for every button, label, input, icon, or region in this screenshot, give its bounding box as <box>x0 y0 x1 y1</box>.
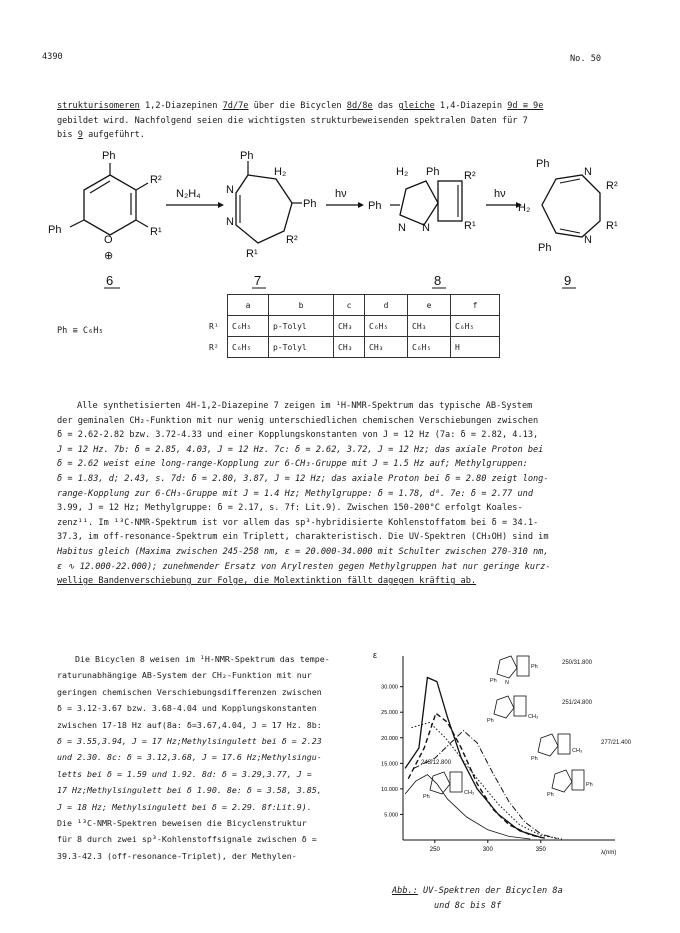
text-line: δ = 2.62 weist eine long-range-Kopplung zur 6-CH₃-Gruppe mit J = 1.5 Hz auf; Methylgruppen: <box>57 459 528 470</box>
chart-series <box>405 678 562 840</box>
table-header: a <box>228 295 269 316</box>
text-line: range-Kopplung zur 6-CH₃-Gruppe mit J = 1.4 Hz; Methylgruppe: δ = 1.78, d⁸. 7e: δ = 2.77 und <box>57 488 533 499</box>
c9-n1: N <box>584 166 592 178</box>
paragraph-bicyclen-nmr <box>57 651 377 864</box>
series-line-1 <box>405 678 541 838</box>
text-line: wellige Bandenverschiebung zur Folge, die Molextinktion fällt dagegen kräftig ab. <box>57 576 477 587</box>
x-tick-label: 300 <box>482 847 493 853</box>
compound-9-structure <box>518 158 618 288</box>
text-line: δ = 2.62-2.82 bzw. 3.72-4.33 und einer Kopplungskonstanten von J = 12 Hz (7a: δ = 2.82, 4.13, <box>57 430 539 441</box>
table-header-row <box>205 295 500 316</box>
x-axis-label: λ(nm) <box>601 850 617 856</box>
text-line: δ = 1.83, d; 2.43, s. 7d: δ = 2.80, 3.87, J = 12 Hz; das axiale Proton bei δ = 2.80 zeigt long- <box>57 473 549 484</box>
c7-n2: N <box>226 216 234 228</box>
text-line: Alle synthetisierten 4H-1,2-Diazepine 7 zeigen im ¹H-NMR-Spektrum das typische AB-System <box>77 401 533 411</box>
struct-ph: Ph <box>547 792 554 798</box>
text-line: für 8 durch zwei sp³-Kohlenstoffsignale zwischen δ = <box>57 834 317 845</box>
table-cell: H <box>451 337 500 358</box>
text-line: δ = 3.55,3.94, J = 17 Hz;Methylsingulett bei δ = 2.23 <box>57 736 322 747</box>
c7-ph-right: Ph <box>303 198 317 210</box>
c7-label: 7 <box>254 273 262 288</box>
x-tick-label: 350 <box>535 847 546 853</box>
intro-text: das <box>372 101 399 111</box>
c9-ph-bottom: Ph <box>538 242 552 254</box>
figure-caption <box>392 884 563 913</box>
compound-8-structure <box>368 166 476 288</box>
c8-h2: H₂ <box>396 166 409 178</box>
struct-n: N <box>505 680 509 686</box>
y-axis-label: ε <box>373 650 378 660</box>
c7-h2: H₂ <box>274 166 287 178</box>
text-line: zenz¹¹. Im ¹³C-NMR-Spektrum ist vor allem das sp³-hybridisierte Kohlenstoffatom bei δ = 34.1- <box>57 517 539 528</box>
c6-label: 6 <box>106 273 114 288</box>
text-line: Die Bicyclen 8 weisen im ¹H-NMR-Spektrum das tempe- <box>75 654 330 664</box>
c7-n1: N <box>226 184 234 196</box>
annotation-8c: 251/24.800 <box>562 700 593 706</box>
intro-term-1: strukturisomeren <box>57 101 140 111</box>
c9-h2: H₂ <box>518 202 531 214</box>
table-cell: C₆H₅ <box>228 316 269 337</box>
table-header: c <box>334 295 365 316</box>
text-line: δ = 3.12-3.67 bzw. 3.68-4.04 und Kopplungskonstanten <box>57 703 317 714</box>
substituent-table <box>205 294 500 358</box>
table-cell: C₆H₅ <box>228 337 269 358</box>
text-line: J = 12 Hz. 7b: δ = 2.85, 4.03, J = 12 Hz. 7c: δ = 2.62, 3.72, J = 12 Hz; das axiale Proton bei <box>57 444 544 455</box>
reaction-scheme <box>40 145 650 295</box>
struct-ph: Ph <box>586 782 593 788</box>
table-cell: p-Tolyl <box>269 337 334 358</box>
text-line: raturunabhängige AB-System der CH₂-Funktion mit nur <box>57 670 312 681</box>
intro-text: 1,2-Diazepinen <box>139 101 223 111</box>
c7-r1: R¹ <box>246 248 258 260</box>
x-tick-label: 250 <box>429 847 440 853</box>
issue-number: No. 50 <box>570 54 602 64</box>
c9-r2: R² <box>606 180 618 192</box>
text-line: J = 18 Hz; Methylsingulett bei δ = 2.29. 8f:Lit.9). <box>57 801 312 812</box>
text-line: und 2.30. 8c: δ = 3.12,3.68, J = 17.6 Hz;Methylsingu- <box>57 752 322 763</box>
paragraph-diazepine-nmr <box>57 399 657 589</box>
compound-6-structure <box>48 150 162 288</box>
c6-ph-left: Ph <box>48 224 62 236</box>
c9-n2: N <box>584 234 592 246</box>
text-line: Die ¹³C-NMR-Spektren beweisen die Bicyclenstruktur <box>57 818 307 829</box>
c7-r2: R² <box>286 234 298 246</box>
intro-text: bis <box>57 130 78 140</box>
intro-line-2: gebildet wird. Nachfolgend seien die wichtigsten strukturbeweisenden spektralen Daten für 7 <box>57 116 528 126</box>
table-row <box>205 337 500 358</box>
caption-line-2: und 8c bis 8f <box>434 900 502 911</box>
row-label: R² <box>205 337 228 358</box>
intro-line-1 <box>57 99 647 114</box>
annotation-8f: 243/12.800 <box>421 760 452 766</box>
table-header: b <box>269 295 334 316</box>
table-cell: CH₃ <box>334 316 365 337</box>
series-line-3 <box>414 731 557 839</box>
annotation-8a: 250/31.800 <box>562 660 593 666</box>
intro-compound-9-ref: 9 <box>77 130 83 140</box>
y-tick-label: 30.000 <box>381 684 398 691</box>
text-line: der geminalen CH₂-Funktion mit nur wenig unterschiedlichen chemischen Verschiebungen zwischen <box>57 415 539 426</box>
chart-axes <box>381 656 615 853</box>
y-tick-label: 25.000 <box>381 710 398 717</box>
y-tick-label: 10.000 <box>381 786 398 793</box>
table-cell: C₆H₅ <box>408 337 451 358</box>
c6-r2: R² <box>150 174 162 186</box>
caption-prefix: Abb.: <box>392 886 418 896</box>
page-number: 4390 <box>42 52 63 62</box>
c6-r1: R¹ <box>150 226 162 238</box>
annotation-8d: 277/21.400 <box>601 740 632 746</box>
text-line: 3.99, J = 12 Hz; Methylgruppe: δ = 2.17, s. 7f: Lit.9). Zwischen 150-200°C erfolgt Koales- <box>57 503 523 514</box>
reagent-hv-2: hν <box>494 188 506 200</box>
y-tick-label: 15.000 <box>381 761 398 768</box>
structure-sketches <box>430 656 584 794</box>
table-header: e <box>408 295 451 316</box>
table-header: d <box>365 295 408 316</box>
intro-text: über die Bicyclen <box>248 101 347 111</box>
text-line: 17 Hz;Methylsingulett bei δ 1.90. 8e: δ = 3.58, 3.85, <box>57 785 322 796</box>
c6-oxygen: O <box>104 234 113 246</box>
struct-ph: Ph <box>487 718 494 724</box>
text-line: letts bei δ = 1.59 und 1.92. 8d: δ = 3.29,3.77, J = <box>57 768 312 779</box>
struct-me: CH₃ <box>572 748 583 754</box>
text-line: 37.3, im off-resonance-Spektrum ein Triplett, charakteristisch. Die UV-Spektren (CH₃OH) sind im <box>57 532 549 543</box>
text-line: ε ∿ 12.000-22.000); zunehmender Ersatz von Arylresten gegen Methylgruppen hat nur geringe kurz- <box>57 561 551 572</box>
table-cell: C₆H₅ <box>365 316 408 337</box>
struct-ph: Ph <box>490 678 497 684</box>
text-line: 39.3-42.3 (off-resonance-Triplet), der Methylen- <box>57 850 297 861</box>
text-line: geringen chemischen Verschiebungsdifferenzen zwischen <box>57 686 322 697</box>
struct-ph: Ph <box>531 664 538 670</box>
table-row <box>205 316 500 337</box>
intro-compound-7: 7d/7e <box>222 101 249 111</box>
c6-ph-top: Ph <box>102 150 116 162</box>
structure-labels <box>423 664 593 800</box>
intro-text: 1,4-Diazepin <box>434 101 508 111</box>
series-line-5 <box>405 775 530 839</box>
struct-me: CH₃ <box>528 714 539 720</box>
intro-line-3 <box>57 128 145 143</box>
table-cell: CH₃ <box>334 337 365 358</box>
table-cell: C₆H₅ <box>451 316 500 337</box>
c8-r2: R² <box>464 170 476 182</box>
intro-compound-9: 9d ≡ 9e <box>507 101 544 111</box>
ph-definition: Ph ≡ C₆H₅ <box>57 326 104 336</box>
uv-spectra-chart <box>365 648 635 868</box>
struct-me: CH₃ <box>464 790 475 796</box>
struct-ph: Ph <box>531 756 538 762</box>
intro-text: aufgeführt. <box>82 130 145 140</box>
table-header: f <box>451 295 500 316</box>
c9-label: 9 <box>564 273 572 288</box>
table-cell: p-Tolyl <box>269 316 334 337</box>
struct-ph: Ph <box>423 794 430 800</box>
c6-charge: ⊕ <box>104 250 114 262</box>
intro-compound-8: 8d/8e <box>346 101 373 111</box>
table-cell: CH₃ <box>408 316 451 337</box>
compound-7-structure <box>226 150 316 288</box>
c8-n2: N <box>422 222 430 234</box>
c8-ph-left: Ph <box>368 200 382 212</box>
c8-label: 8 <box>434 273 442 288</box>
c9-ph-top: Ph <box>536 158 550 170</box>
c8-ph-top: Ph <box>426 166 440 178</box>
text-line: zwischen 17-18 Hz auf(8a: δ=3.67,4.04, J = 17 Hz. 8b: <box>57 719 322 730</box>
row-label: R¹ <box>205 316 228 337</box>
caption-line-1: UV-Spektren der Bicyclen 8a <box>417 886 563 896</box>
y-tick-label: 5.000 <box>384 812 398 819</box>
c7-ph-top: Ph <box>240 150 254 162</box>
y-tick-label: 20.000 <box>381 735 398 742</box>
table-corner <box>205 295 228 316</box>
c9-r1: R¹ <box>606 220 618 232</box>
reagent-hv-1: hν <box>335 188 347 200</box>
reagent-hydrazine: N₂H₄ <box>176 188 201 200</box>
table-cell: CH₃ <box>365 337 408 358</box>
c8-r1: R¹ <box>464 220 476 232</box>
text-line: Habitus gleich (Maxima zwischen 245-258 nm, ε = 20.000-34.000 mit Schulter zwischen 270-310 nm, <box>57 546 549 557</box>
c8-n1: N <box>398 222 406 234</box>
intro-term-2: gleiche <box>398 101 435 111</box>
